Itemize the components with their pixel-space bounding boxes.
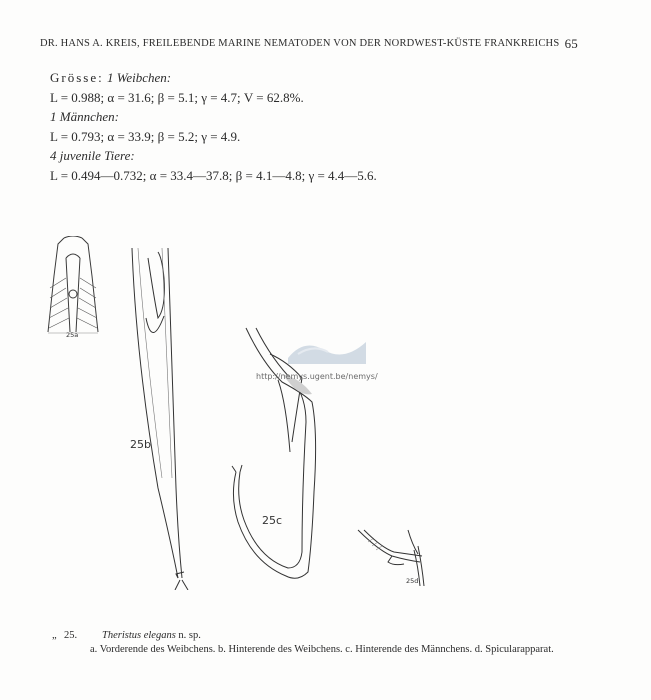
size-label: Grösse: — [50, 70, 104, 85]
caption-quote-mark: „ — [52, 630, 57, 641]
size-female-line — [50, 68, 377, 88]
caption-number: 25. — [64, 630, 78, 641]
caption-description: a. Vorderende des Weibchens. b. Hinterende des Weibchens. c. Hinterende des Männchens. d. Spicularapparat. — [90, 644, 554, 655]
figure-25d — [348, 526, 432, 590]
watermark-logo — [284, 328, 370, 368]
measurements-block — [50, 68, 377, 185]
juvenile-label: 4 juvenile Tiere: — [50, 148, 135, 163]
watermark-url: http://nemys.ugent.be/nemys/ — [256, 372, 378, 381]
figure-25a — [40, 236, 106, 340]
caption-species: Theristus elegans — [102, 630, 176, 641]
figure-25a-label: 25a — [66, 331, 79, 339]
female-values: L = 0.988; α = 31.6; β = 5.1; γ = 4.7; V = 62.8%. — [50, 89, 304, 105]
page-number: 65 — [564, 36, 578, 51]
running-title: DR. HANS A. KREIS, FREILEBENDE MARINE NEMATODEN VON DER NORDWEST-KÜSTE FRANKREICHS — [40, 38, 560, 49]
caption-species-suffix: n. sp. — [175, 630, 201, 641]
figure-25b-label: 25b — [130, 438, 151, 451]
running-header — [40, 38, 600, 49]
female-label: 1 Weibchen: — [106, 70, 172, 85]
male-values: L = 0.793; α = 33.9; β = 5.2; γ = 4.9. — [50, 128, 241, 144]
male-label: 1 Männchen: — [50, 109, 119, 124]
juvenile-values: L = 0.494—0.732; α = 33.4—37.8; β = 4.1—4.8; γ = 4.4—5.6. — [50, 167, 377, 183]
figure-25d-label: 25d — [406, 577, 419, 585]
figure-caption — [52, 629, 612, 657]
figure-25c-label: 25c — [262, 514, 283, 527]
figure-25b — [118, 238, 198, 590]
